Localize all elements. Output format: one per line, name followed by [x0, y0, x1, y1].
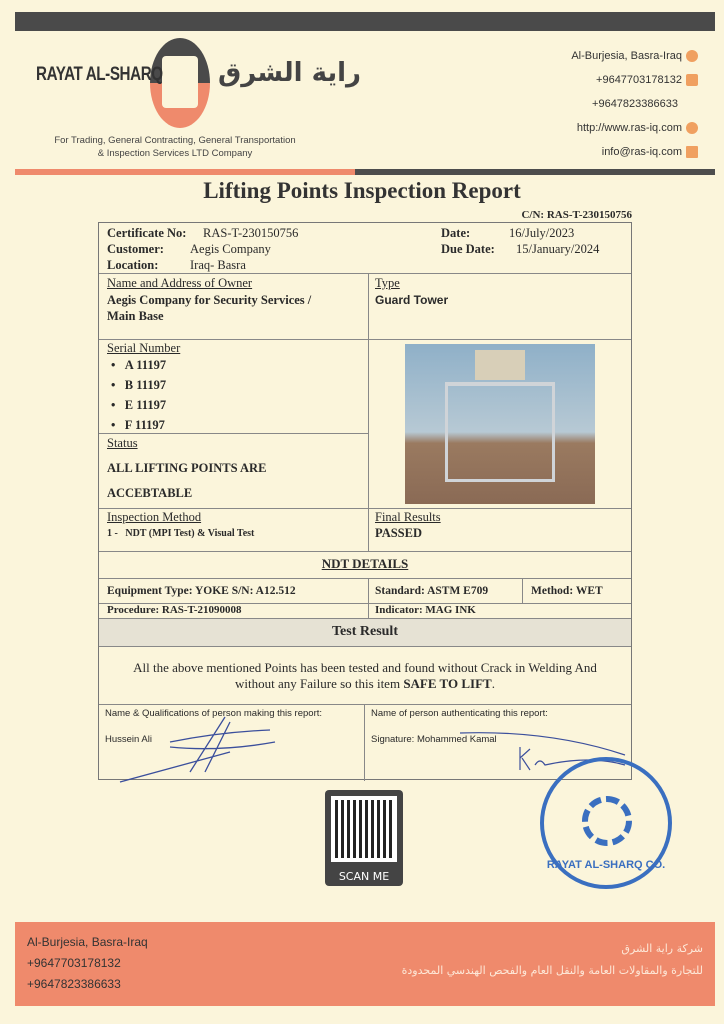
due-date-label: Due Date: — [441, 242, 495, 256]
divider — [364, 704, 365, 781]
owner-value: Aegis Company for Security Services / — [107, 293, 312, 307]
contact-web — [571, 116, 698, 140]
footer-arabic — [402, 938, 703, 982]
contact-email — [571, 140, 698, 164]
ndt-method: Method: WET — [531, 585, 603, 597]
footer-bar — [15, 922, 715, 1006]
contact-phone — [571, 68, 698, 92]
footer-address: Al-Burjesia, Basra-Iraq — [27, 935, 148, 949]
location-label: Location: — [107, 258, 159, 272]
status-value: ACCEBTABLE — [107, 486, 193, 500]
due-date-value: 15/January/2024 — [516, 242, 600, 256]
type-label: Type — [375, 276, 400, 290]
location-pin-icon — [686, 50, 698, 62]
serial-label: Serial Number — [107, 341, 181, 355]
divider — [99, 433, 368, 434]
safe-to-lift: SAFE TO LIFT — [403, 676, 492, 691]
cert-label: Certificate No: — [107, 226, 187, 240]
divider — [99, 704, 631, 705]
divider — [99, 273, 631, 274]
type-value: Guard Tower — [375, 293, 449, 307]
serial-item: • E 11197 — [111, 398, 167, 412]
report-table — [98, 222, 632, 780]
owner-label: Name and Address of Owner — [107, 276, 253, 290]
divider — [368, 578, 369, 618]
address-text: Al-Burjesia, Basra-Iraq — [571, 50, 682, 62]
email-text: info@ras-iq.com — [601, 146, 682, 158]
customer-value: Aegis Company — [190, 242, 271, 256]
serial-item: • B 11197 — [111, 378, 167, 392]
final-results-label: Final Results — [375, 510, 441, 524]
scan-me-label: SCAN ME — [338, 870, 390, 883]
signature-hussein — [110, 712, 290, 787]
customer-label: Customer: — [107, 242, 164, 256]
divider — [99, 551, 631, 552]
contact-address — [571, 44, 698, 68]
footer-phone: +9647823386633 — [27, 977, 121, 991]
qr-image — [331, 796, 397, 862]
stamp-text: RAYAT AL-SHARQ CO. — [546, 859, 666, 871]
maker-name: Hussein Ali — [105, 734, 152, 745]
owner-value: Main Base — [107, 309, 164, 323]
cert-value: RAS-T-230150756 — [203, 226, 299, 240]
footer-tagline-arabic: للتجارة والمقاولات العامة والنقل العام والفحص الهندسي المحدودة — [401, 964, 703, 977]
indicator: Indicator: MAG INK — [375, 604, 476, 616]
stamp-gear-icon — [582, 796, 632, 846]
serial-value: E 11197 — [124, 398, 167, 412]
method-number: 1 - — [107, 528, 118, 539]
serial-value: B 11197 — [124, 378, 167, 392]
serial-item: • F 11197 — [111, 418, 165, 432]
serial-value: A 11197 — [124, 358, 167, 372]
phone-icon — [686, 74, 698, 86]
maker-label: Name & Qualifications of person making this report: — [105, 708, 323, 719]
procedure: Procedure: RAS-T-21090008 — [107, 604, 242, 616]
method-value — [107, 526, 254, 542]
cn-number: C/N: RAS-T-230150756 — [521, 209, 632, 221]
contact-phone-2 — [571, 92, 698, 116]
tagline-line: For Trading, General Contracting, General Transportation — [54, 135, 296, 146]
tagline — [30, 134, 320, 160]
date-label: Date: — [441, 226, 471, 240]
phone-text: +9647823386633 — [592, 98, 678, 110]
status-value: ALL LIFTING POINTS ARE — [107, 461, 267, 475]
top-bar — [15, 12, 715, 31]
tower-frame — [445, 382, 555, 482]
test-result-text: All the above mentioned Points has been tested and found without Crack in Welding And — [133, 660, 597, 675]
footer-contacts — [27, 932, 148, 995]
location-value: Iraq- Basra — [190, 258, 246, 272]
serial-value: F 11197 — [124, 418, 165, 432]
method-text: NDT (MPI Test) & Visual Test — [125, 528, 255, 539]
footer-phone: +9647703178132 — [27, 956, 121, 970]
divider — [99, 646, 631, 647]
text: without any Failure so this item — [235, 676, 404, 691]
web-text: http://www.ras-iq.com — [576, 122, 682, 134]
date-value: 16/July/2023 — [509, 226, 575, 240]
report-title: Lifting Points Inspection Report — [203, 178, 521, 203]
phone-text: +9647703178132 — [596, 74, 682, 86]
qr-code[interactable] — [325, 790, 403, 886]
tagline-line: & Inspection Services LTD Company — [97, 148, 253, 159]
equipment-type: Equipment Type: YOKE S/N: A12.512 — [107, 585, 296, 597]
test-result-text — [99, 676, 631, 692]
auth-label: Name of person authenticating this report: — [371, 708, 548, 719]
ndt-title: NDT DETAILS — [321, 556, 409, 571]
brand-name: RAYAT AL-SHARQ — [36, 64, 163, 85]
divider-dark — [355, 169, 715, 175]
guard-tower-photo — [405, 344, 595, 504]
standard: Standard: ASTM E709 — [375, 585, 489, 597]
divider-orange — [15, 169, 355, 175]
divider — [99, 578, 631, 579]
auth-name: Signature: Mohammed Kamal — [371, 734, 497, 745]
contacts — [571, 44, 698, 164]
final-results-value: PASSED — [375, 526, 423, 540]
test-result-title: Test Result — [332, 624, 398, 639]
serial-item: • A 11197 — [111, 358, 167, 372]
status-label: Status — [107, 436, 138, 450]
text: . — [491, 676, 495, 691]
divider — [368, 273, 369, 551]
footer-company-arabic: شركة راية الشرق — [621, 942, 703, 955]
tower-cabin — [475, 350, 525, 380]
logo-pump-icon — [162, 56, 198, 108]
company-stamp — [540, 757, 672, 889]
globe-icon — [686, 122, 698, 134]
mail-icon — [686, 146, 698, 158]
divider — [522, 578, 523, 603]
method-label: Inspection Method — [107, 510, 202, 524]
brand-name-arabic: راية الشرق — [218, 58, 362, 88]
